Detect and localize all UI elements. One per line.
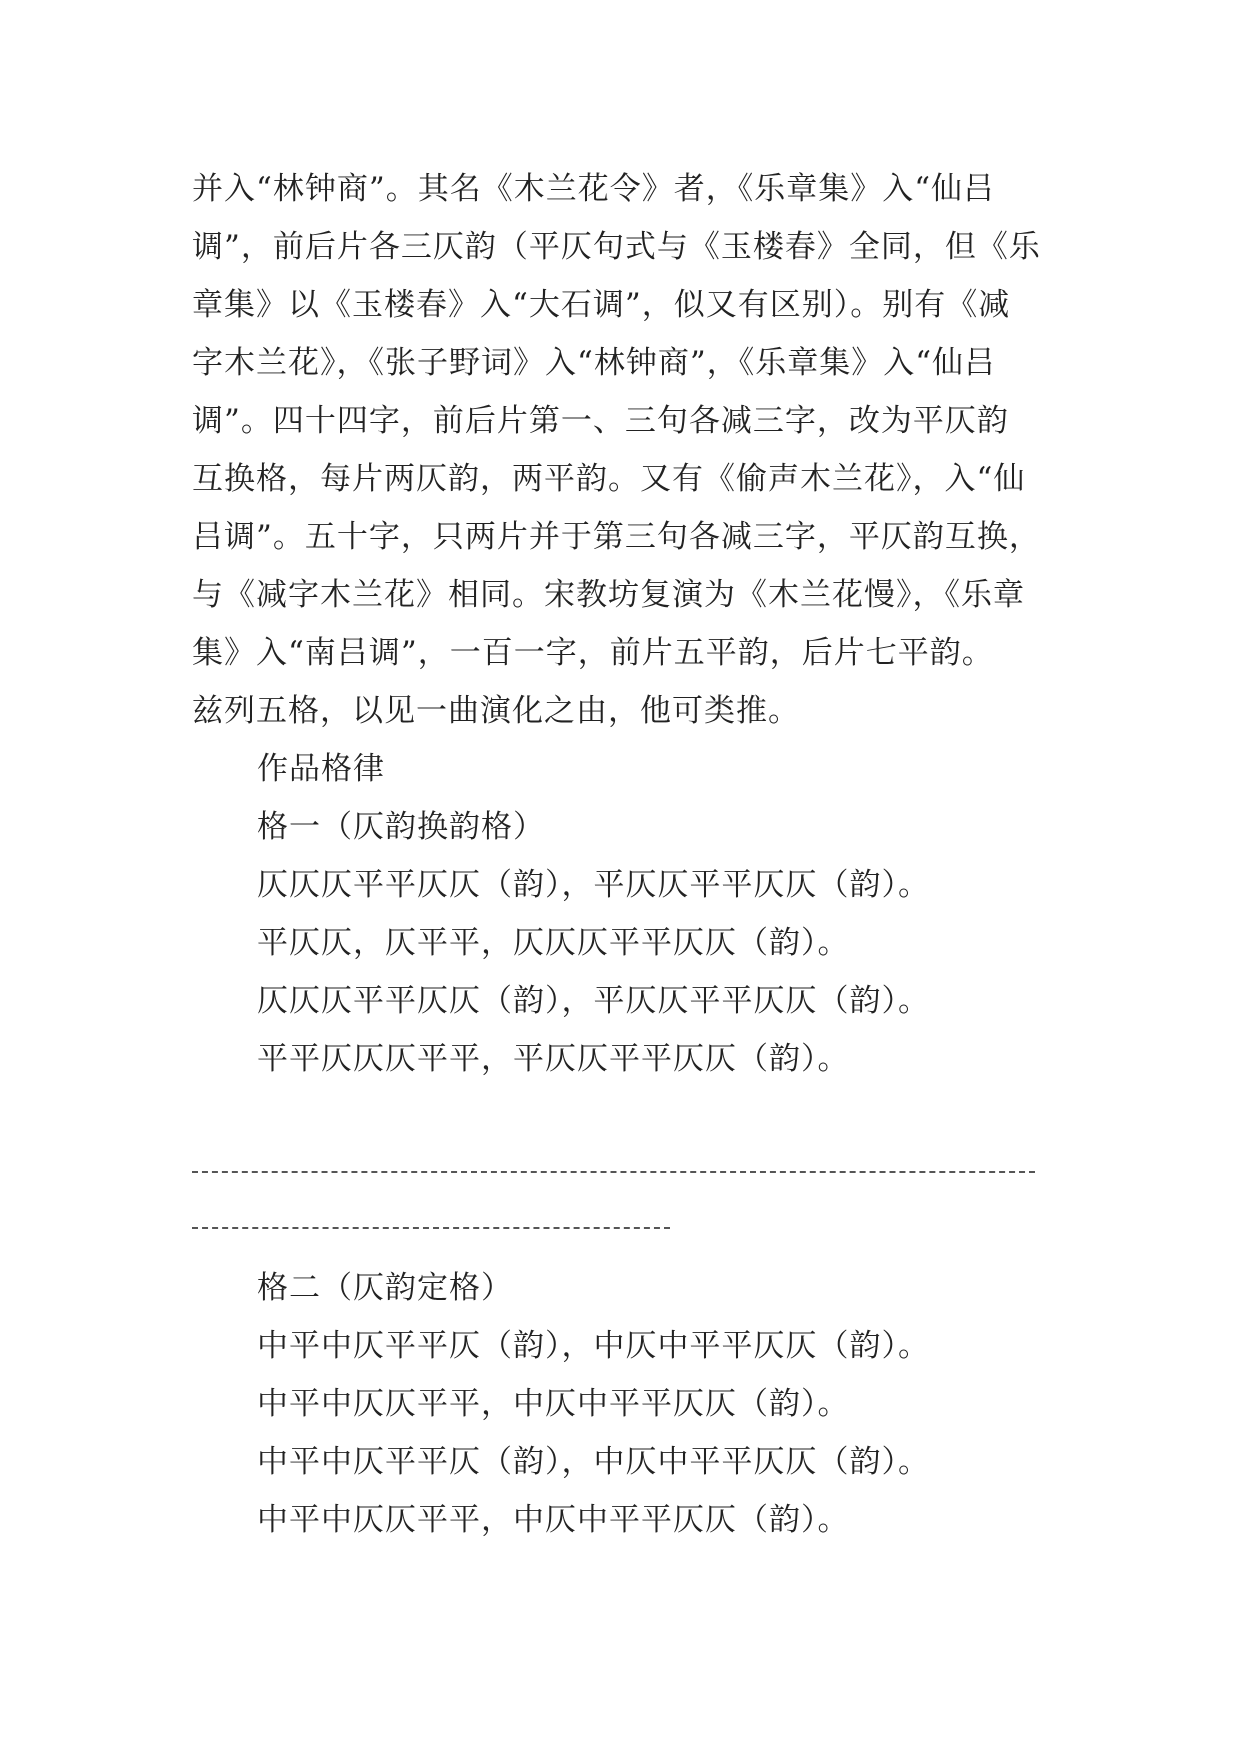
paragraph-line: 调”，前后片各三仄韵（平仄句式与《玉楼春》全同，但《乐	[192, 229, 1041, 265]
paragraph-line: 集》入“南吕调”，一百一字，前片五平韵，后片七平韵。	[192, 635, 994, 671]
paragraph-line: 吕调”。五十字，只两片并于第三句各减三字，平仄韵互换，	[192, 519, 1041, 555]
meter-line: 中平中仄仄平平，中仄中平平仄仄（韵）。	[257, 1386, 850, 1422]
paragraph-line: 兹列五格，以见一曲演化之由，他可类推。	[192, 693, 800, 729]
paragraph-line: 互换格，每片两仄韵，两平韵。又有《偷声木兰花》，入“仙	[192, 461, 1026, 497]
format2-block	[257, 1259, 1077, 1549]
paragraph-line: 章集》以《玉楼春》入“大石调”，似又有区别）。别有《减	[192, 287, 1011, 323]
format1-block	[257, 740, 1077, 1088]
meter-line: 中平中仄平平仄（韵），中仄中平平仄仄（韵）。	[257, 1328, 930, 1364]
meter-line: 仄仄仄平平仄仄（韵），平仄仄平平仄仄（韵）。	[257, 867, 930, 903]
section-heading: 作品格律	[257, 751, 385, 787]
paragraph-line: 调”。四十四字，前后片第一、三句各减三字，改为平仄韵	[192, 403, 1009, 439]
separator-line	[192, 1227, 670, 1231]
paragraph-line: 与《减字木兰花》相同。宋教坊复演为《木兰花慢》，《乐章	[192, 577, 1025, 613]
meter-line: 平平仄仄仄平平，平仄仄平平仄仄（韵）。	[257, 1041, 850, 1077]
separator-line	[192, 1171, 1035, 1175]
format2-title: 格二（仄韵定格）	[257, 1270, 513, 1306]
meter-line: 中平中仄仄平平，中仄中平平仄仄（韵）。	[257, 1502, 850, 1538]
meter-line: 中平中仄平平仄（韵），中仄中平平仄仄（韵）。	[257, 1444, 930, 1480]
meter-line: 平仄仄，仄平平，仄仄仄平平仄仄（韵）。	[257, 925, 850, 961]
paragraph-line: 字木兰花》，《张子野词》入“林钟商”，《乐章集》入“仙吕	[192, 345, 997, 381]
intro-paragraph	[192, 160, 1072, 740]
format1-title: 格一（仄韵换韵格）	[257, 809, 545, 845]
paragraph-line: 并入“林钟商”。其名《木兰花令》者，《乐章集》入“仙吕	[192, 171, 996, 207]
meter-line: 仄仄仄平平仄仄（韵），平仄仄平平仄仄（韵）。	[257, 983, 930, 1019]
